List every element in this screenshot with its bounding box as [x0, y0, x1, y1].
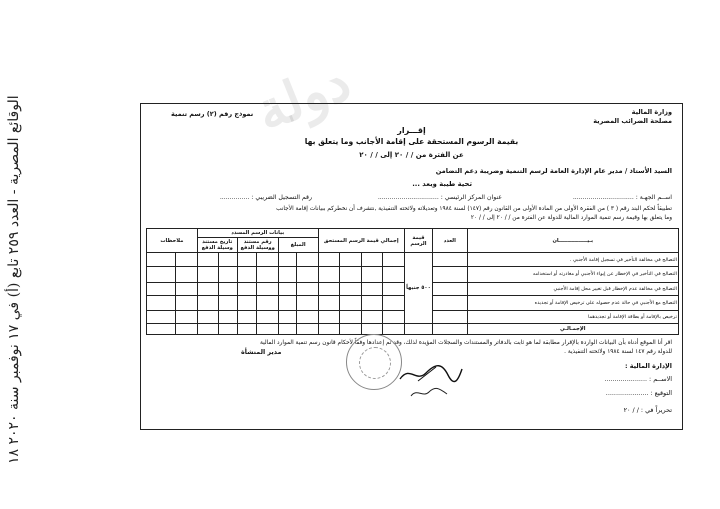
body-text-line1: تطبيقاً لحكم البند رقم ( ٣ ) من الفقرة الأولى من المادة الأولى من القانون رقم (١٤٧) لسنة ١٩٨٤ وتعديلاته ولائحته التنفيذية ,نتشرف أن نخطركم ببيانات إقامة الأجانب: [276, 206, 672, 212]
header-count: العدد: [432, 229, 467, 253]
declaration-period: عن الفترة من / / ٢٠ إلى / / ٢٠: [359, 151, 464, 159]
ministry-name: وزارة المالية: [631, 108, 672, 116]
fee-value-cell: ٥٠٠ جنيهاً: [404, 253, 432, 324]
header-paid-data: بيانات الرسم المسدد: [197, 229, 318, 238]
header-statement: بـيــــــــــــــــان: [467, 229, 679, 253]
handwritten-signature: [396, 359, 466, 387]
table-row: [147, 253, 679, 267]
header-payment-date: تاريخ مستند وسيلة الدفع: [197, 237, 237, 252]
header-notes: ملاحظات: [147, 229, 198, 253]
signature-field: التوقيع : .....................: [605, 389, 672, 397]
official-seal: [346, 334, 402, 390]
header-total-due: إجمالي قيمة الرسم المستحق: [318, 229, 404, 253]
acknowledgement-line1: اقر أنا الموقع أدناه بأن البيانات الواردة بالإقرار مطابقة لما هو ثابت بالدفاتر والمستندات والسجلات المؤيدة لذلك، وقد تم إعدادها وفقاً لأحكام قانون رسم تنمية الموارد المالية: [260, 340, 672, 346]
declaration-form: [140, 103, 683, 430]
hq-address-field: عنوان المركز الرئيسي : ...............................: [377, 194, 502, 201]
handwritten-initials: [409, 386, 449, 400]
authority-name: مصلحة الضرائب المصرية: [593, 117, 672, 125]
header-payment-number: رقم مستند ووسيلة الدفع: [237, 237, 278, 252]
watermark: دولة: [246, 48, 360, 144]
ministry-header: [593, 108, 672, 126]
seal-inner-ring: [359, 347, 391, 379]
name-field: الاســم : .....................: [604, 375, 672, 383]
declaration-title: إقـــرار: [397, 126, 426, 135]
row-statement: التصالح في مخالفة عدم الإخطار قبل تغيير محل إقامة الأجنبي: [467, 282, 679, 295]
addressee: السيد الأستاذ / مدير عام الإدارة العامة لرسم التنمية وضريبة دعم التضامن: [435, 167, 672, 175]
fees-table: [146, 228, 679, 335]
gazette-issue-caption: الوقائع المصرية - العدد ٢٥٩ تابع (أ) في ١٧ نوفمبر سنة ٢٠٢٠ ١٨: [6, 95, 22, 465]
total-row: [147, 324, 679, 335]
tax-registration-field: رقم التسجيل الضريبي : ...............: [219, 194, 312, 201]
declaration-subject: بقيمة الرسوم المستحقة على إقامة الأجانب وما يتعلق بها: [304, 137, 519, 146]
acknowledgement-line2: للدولة رقم ١٤٧ لسنة ١٩٨٤ ولائحته التنفيذية .: [564, 349, 672, 355]
form-number: نموذج رقم (٢) رسم تنمية: [171, 110, 254, 118]
row-statement: التصالح في التأخير في الإخطار عن إيواء الأجنبي أو مغادرته أو استخدامه: [467, 267, 679, 282]
greeting: تحية طيبة وبعد ...: [412, 180, 472, 188]
row-statement: التصالح مع الأجنبي في حالة عدم حصوله على ترخيص الإقامة أو تجديده: [467, 295, 679, 310]
total-label: الإجمـالـي: [467, 324, 679, 335]
row-statement: ترخيص بالإقامة أو بطاقة الإقامة أو تجديدهما: [467, 310, 679, 323]
establishment-manager-label: مدير المنشأة: [241, 348, 282, 356]
header-amount: المبلغ: [278, 237, 318, 252]
row-statement: التصالح في مخالفة التأخير في تسجيل إقامة الأجنبي .: [467, 253, 679, 267]
date-field: تحريراً في : / / ٢٠: [623, 406, 672, 414]
financial-dept-label: الإدارة المالية :: [624, 362, 672, 370]
header-fee-value: قيمة الرسم: [404, 229, 432, 253]
body-text-line2: وما يتعلق بها وقيمة رسم تنمية الموارد المالية للدولة عن الفترة من / / ٢٠ إلى / / ٢٠: [470, 215, 672, 221]
entity-name-field: اســم الجهـة : ...............................: [572, 194, 672, 201]
